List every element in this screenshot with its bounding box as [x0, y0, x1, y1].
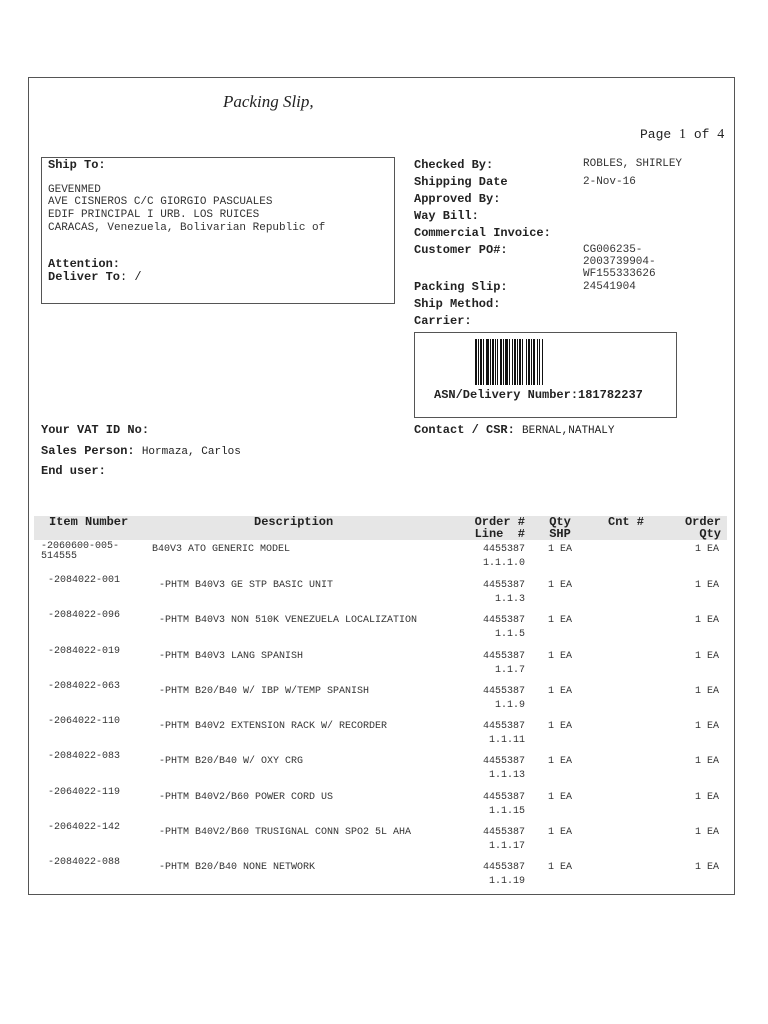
- order-qty: 1 EA: [694, 615, 719, 626]
- qty-shipped: 1 EA: [547, 580, 572, 591]
- deliver-to: [48, 270, 142, 284]
- order-qty: 1 EA: [694, 862, 719, 873]
- customer-po-line-3: WF155333626: [583, 268, 656, 280]
- ship-to-label: Ship To:: [48, 158, 106, 172]
- deliver-to-label: Deliver To: [48, 270, 121, 284]
- ship-to-line-2: AVE CISNEROS C/C GIORGIO PASCUALES: [48, 196, 273, 208]
- document-title: Packing Slip,: [223, 92, 314, 111]
- qty-shipped: 1 EA: [547, 615, 572, 626]
- checked-by-value: ROBLES, SHIRLEY: [583, 158, 683, 170]
- asn-delivery: [434, 388, 643, 402]
- line-number: 1.1.15: [488, 806, 525, 817]
- order-qty: 1 EA: [694, 756, 719, 767]
- order-number: 4455387: [482, 651, 525, 662]
- ship-to-line-4: CARACAS, Venezuela, Bolivarian Republic of: [48, 222, 326, 234]
- checked-by-label: Checked By:: [414, 158, 494, 172]
- item-description: -PHTM B40V2 EXTENSION RACK W/ RECORDER: [159, 721, 388, 732]
- order-number: 4455387: [482, 544, 525, 555]
- th-order-2: Line #: [474, 527, 525, 541]
- page-total: 4: [717, 127, 725, 142]
- shipping-date-value: 2-Nov-16: [583, 176, 636, 188]
- line-number: 1.1.5: [494, 629, 525, 640]
- ship-to-line-3: EDIF PRINCIPAL I URB. LOS RUICES: [48, 209, 260, 221]
- th-qty-2: SHP: [549, 527, 571, 541]
- customer-po-line-1: CG006235-: [583, 244, 643, 256]
- approved-by-label: Approved By:: [414, 192, 501, 206]
- th-description: Description: [254, 515, 334, 529]
- order-number: 4455387: [482, 792, 525, 803]
- order-number: 4455387: [482, 686, 525, 697]
- item-number: -2084022-083: [48, 751, 121, 762]
- item-number: -2084022-063: [48, 681, 121, 692]
- commercial-invoice-label: Commercial Invoice:: [414, 226, 551, 240]
- th-qty-1: Qty: [549, 515, 571, 529]
- order-qty: 1 EA: [694, 827, 719, 838]
- order-qty: 1 EA: [694, 721, 719, 732]
- customer-po-label: Customer PO#:: [414, 243, 508, 257]
- sales-person-value: Hormaza, Carlos: [141, 446, 241, 458]
- asn-value: 181782237: [578, 388, 643, 402]
- line-number: 1.1.17: [488, 841, 525, 852]
- barcode-icon: [475, 339, 567, 385]
- line-number: 1.1.9: [494, 700, 525, 711]
- item-number: -2064022-110: [48, 716, 121, 727]
- deliver-to-value: : /: [120, 270, 142, 284]
- item-number: -2060600-005-: [41, 541, 120, 552]
- item-number: -2064022-119: [48, 787, 121, 798]
- th-order-qty-1: Order: [684, 515, 721, 529]
- th-item-number: Item Number: [49, 515, 129, 529]
- item-description: B40V3 ATO GENERIC MODEL: [152, 544, 291, 555]
- vat-id-label: Your VAT ID No:: [41, 423, 150, 437]
- qty-shipped: 1 EA: [547, 721, 572, 732]
- item-description: -PHTM B40V3 NON 510K VENEZUELA LOCALIZATION: [159, 615, 418, 626]
- line-number: 1.1.13: [488, 770, 525, 781]
- page-of: of: [686, 127, 718, 142]
- page-label: Page: [640, 127, 680, 142]
- line-number: 1.1.11: [488, 735, 525, 746]
- shipping-date-label: Shipping Date: [414, 175, 508, 189]
- line-number: 1.1.7: [494, 665, 525, 676]
- order-qty: 1 EA: [694, 651, 719, 662]
- item-number: -2084022-096: [48, 610, 121, 621]
- qty-shipped: 1 EA: [547, 756, 572, 767]
- order-number: 4455387: [482, 862, 525, 873]
- page-indicator: [640, 127, 724, 143]
- page-current: 1: [679, 127, 687, 142]
- qty-shipped: 1 EA: [547, 651, 572, 662]
- item-number: -2084022-019: [48, 646, 121, 657]
- packing-slip-label: Packing Slip:: [414, 280, 508, 294]
- qty-shipped: 1 EA: [547, 544, 572, 555]
- line-number: 1.1.19: [488, 876, 525, 887]
- qty-shipped: 1 EA: [547, 792, 572, 803]
- ship-to-line-1: GEVENMED: [48, 184, 101, 196]
- order-number: 4455387: [482, 827, 525, 838]
- th-order-qty-2: Qty: [699, 527, 721, 541]
- way-bill-label: Way Bill:: [414, 209, 479, 223]
- item-description: -PHTM B40V2/B60 TRUSIGNAL CONN SPO2 5L AHA: [159, 827, 412, 838]
- item-description: -PHTM B20/B40 W/ IBP W/TEMP SPANISH: [159, 686, 370, 697]
- qty-shipped: 1 EA: [547, 862, 572, 873]
- ship-method-label: Ship Method:: [414, 297, 501, 311]
- asn-label: ASN/Delivery Number:: [434, 388, 579, 402]
- order-number: 4455387: [482, 756, 525, 767]
- th-cnt: Cnt #: [608, 515, 645, 529]
- item-number-cont: 514555: [41, 551, 78, 562]
- customer-po-line-2: 2003739904-: [583, 256, 656, 268]
- line-number: 1.1.1.0: [482, 558, 525, 569]
- order-qty: 1 EA: [694, 792, 719, 803]
- attention-label: Attention:: [48, 257, 121, 271]
- item-number: -2084022-001: [48, 575, 121, 586]
- item-description: -PHTM B20/B40 W/ OXY CRG: [159, 756, 304, 767]
- packing-slip-value: 24541904: [583, 281, 636, 293]
- order-number: 4455387: [482, 615, 525, 626]
- order-number: 4455387: [482, 580, 525, 591]
- contact-csr: [414, 423, 614, 437]
- item-number: -2084022-088: [48, 857, 121, 868]
- line-number: 1.1.3: [494, 594, 525, 605]
- contact-value: BERNAL,NATHALY: [522, 425, 615, 437]
- order-number: 4455387: [482, 721, 525, 732]
- item-description: -PHTM B40V3 GE STP BASIC UNIT: [159, 580, 334, 591]
- qty-shipped: 1 EA: [547, 827, 572, 838]
- item-description: -PHTM B20/B40 NONE NETWORK: [159, 862, 316, 873]
- carrier-label: Carrier:: [414, 314, 472, 328]
- th-order-1: Order #: [474, 515, 525, 529]
- order-qty: 1 EA: [694, 580, 719, 591]
- item-number: -2064022-142: [48, 822, 121, 833]
- item-description: -PHTM B40V3 LANG SPANISH: [159, 651, 304, 662]
- end-user-label: End user:: [41, 464, 106, 478]
- sales-person: [41, 444, 241, 458]
- contact-label: Contact / CSR:: [414, 423, 515, 437]
- order-qty: 1 EA: [694, 544, 719, 555]
- item-description: -PHTM B40V2/B60 POWER CORD US: [159, 792, 334, 803]
- order-qty: 1 EA: [694, 686, 719, 697]
- sales-person-label: Sales Person:: [41, 444, 135, 458]
- qty-shipped: 1 EA: [547, 686, 572, 697]
